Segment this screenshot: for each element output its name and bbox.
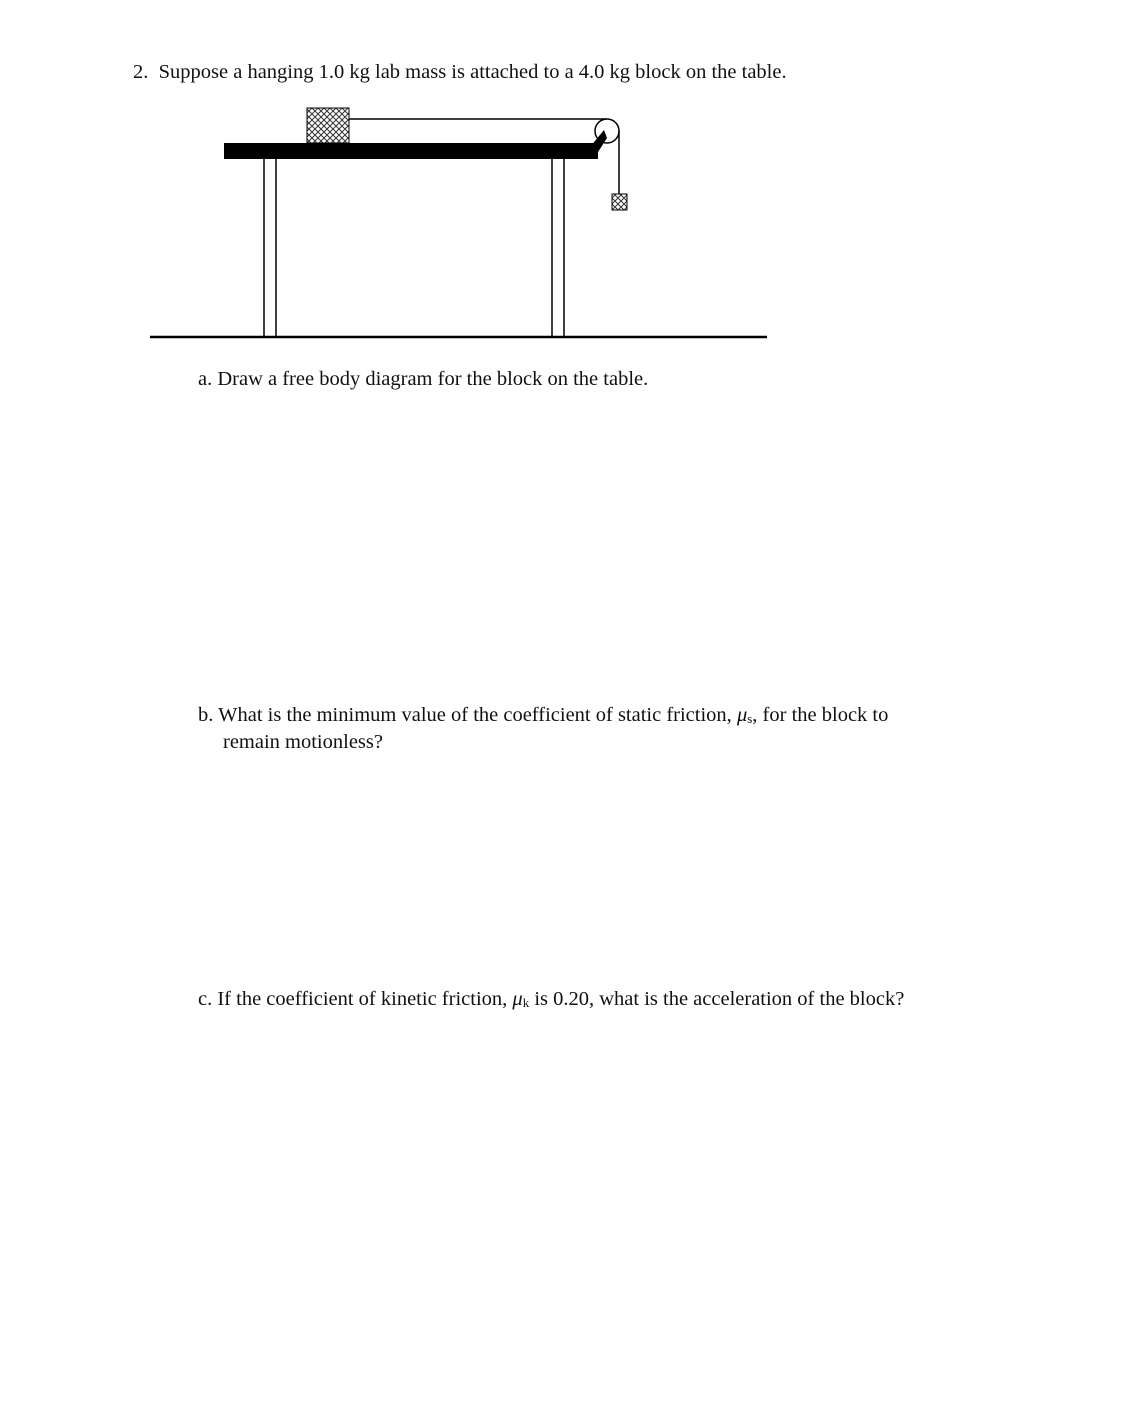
table-legs bbox=[264, 159, 564, 336]
question-number: 2. bbox=[133, 61, 149, 83]
mu-subscript: k bbox=[522, 995, 530, 1010]
question-text: Suppose a hanging 1.0 kg lab mass is attached to a 4.0 kg block on the table. bbox=[158, 61, 787, 83]
part-c bbox=[198, 989, 904, 1010]
part-b-text: b. What is the minimum value of the coefficient of static friction, bbox=[198, 704, 737, 726]
mu-subscript: s bbox=[747, 711, 753, 726]
part-b-text-after: , for the block to bbox=[752, 704, 889, 726]
mu-symbol: μ bbox=[512, 988, 523, 1010]
table-pulley-diagram bbox=[0, 0, 1125, 400]
table-top bbox=[224, 143, 598, 159]
part-b-line2: remain motionless? bbox=[223, 731, 383, 753]
part-c-text: c. If the coefficient of kinetic friction, bbox=[198, 988, 513, 1010]
hanging-mass bbox=[612, 194, 627, 210]
part-c-text-after: is 0.20, what is the acceleration of the block? bbox=[529, 988, 905, 1010]
part-a: a. Draw a free body diagram for the block on the table. bbox=[198, 368, 649, 390]
mu-symbol: μ bbox=[736, 704, 748, 726]
part-b-line1 bbox=[198, 705, 888, 726]
block-on-table bbox=[307, 108, 349, 143]
